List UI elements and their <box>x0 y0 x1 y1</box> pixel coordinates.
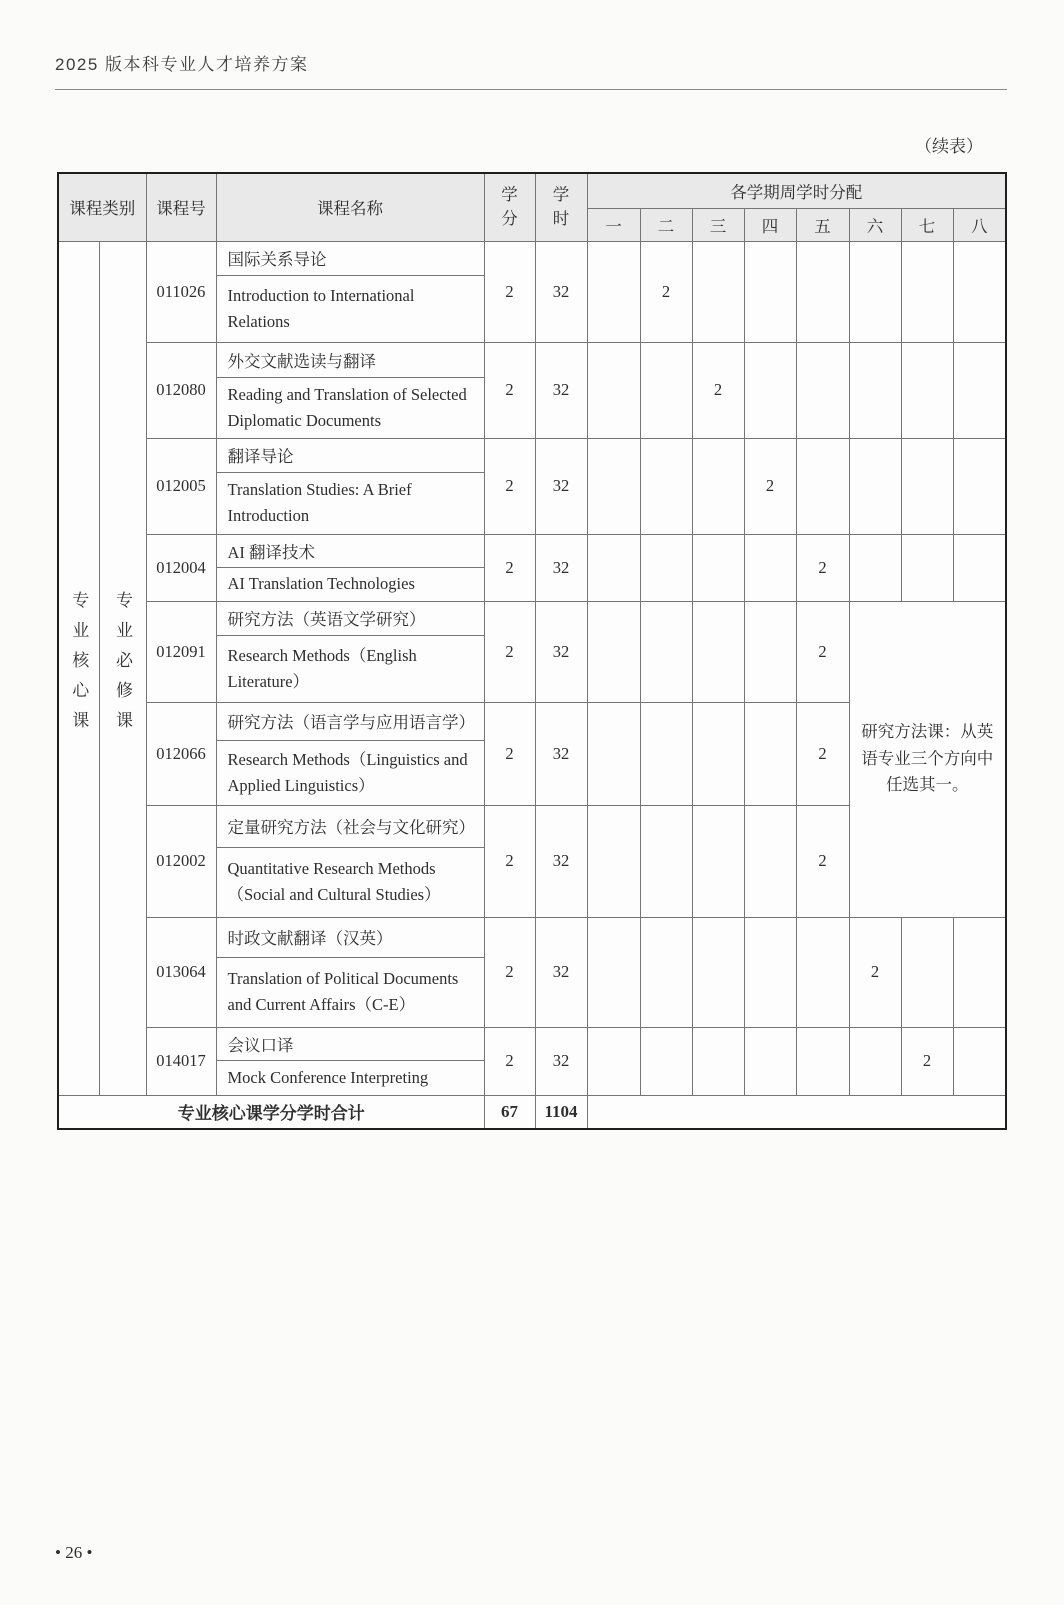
semester-hours-cell <box>744 342 796 438</box>
semester-hours-cell <box>796 241 849 342</box>
semester-hours-cell: 2 <box>901 1027 953 1095</box>
course-name-cn: 研究方法（语言学与应用语言学） <box>216 702 484 740</box>
semester-hours-cell <box>640 805 692 917</box>
semester-hours-cell <box>901 342 953 438</box>
semester-hours-cell <box>796 342 849 438</box>
semester-hours-cell <box>692 241 744 342</box>
col-header-semester-4: 四 <box>744 208 796 241</box>
semester-hours-cell: 2 <box>796 601 849 702</box>
course-name-en: Translation of Political Documents and Current Affairs（C-E） <box>216 957 484 1027</box>
course-name-en: Translation Studies: A Brief Introduction <box>216 472 484 534</box>
semester-hours-cell: 2 <box>796 534 849 601</box>
semester-hours-cell <box>744 601 796 702</box>
semester-hours-cell: 2 <box>692 342 744 438</box>
semester-hours-cell <box>587 342 640 438</box>
semester-hours-cell <box>953 534 1006 601</box>
page-title: 2025 版本科专业人才培养方案 <box>55 55 309 74</box>
course-credits: 2 <box>484 917 535 1027</box>
course-no: 012066 <box>146 702 216 805</box>
course-name-cn: 研究方法（英语文学研究） <box>216 601 484 635</box>
course-hours: 32 <box>535 702 587 805</box>
total-label: 专业核心课学分学时合计 <box>58 1095 484 1129</box>
semester-hours-cell <box>901 241 953 342</box>
col-header-semester-6: 六 <box>849 208 901 241</box>
semester-hours-cell <box>640 917 692 1027</box>
semester-hours-cell: 2 <box>849 917 901 1027</box>
course-name-cn: 翻译导论 <box>216 438 484 472</box>
semester-hours-cell <box>744 917 796 1027</box>
course-name-en: Introduction to International Relations <box>216 275 484 342</box>
course-hours: 32 <box>535 1027 587 1095</box>
semester-hours-cell <box>849 342 901 438</box>
semester-hours-cell <box>587 241 640 342</box>
semester-hours-cell <box>953 438 1006 534</box>
semester-hours-cell <box>692 1027 744 1095</box>
course-name-en: Reading and Translation of Selected Diplomatic Documents <box>216 377 484 438</box>
total-credits: 67 <box>484 1095 535 1129</box>
col-header-semester-group: 各学期周学时分配 <box>587 173 1006 208</box>
col-header-credits: 学 分 <box>484 173 535 241</box>
course-name-en: Research Methods（Linguistics and Applied Linguistics） <box>216 740 484 805</box>
total-hours: 1104 <box>535 1095 587 1129</box>
semester-hours-cell <box>849 438 901 534</box>
col-header-semester-2: 二 <box>640 208 692 241</box>
course-hours: 32 <box>535 534 587 601</box>
semester-hours-cell <box>744 241 796 342</box>
course-credits: 2 <box>484 342 535 438</box>
semester-hours-cell <box>640 342 692 438</box>
col-header-semester-1: 一 <box>587 208 640 241</box>
page-number: • 26 • <box>55 1543 93 1562</box>
course-credits: 2 <box>484 241 535 342</box>
research-methods-note: 研究方法课：从英语专业三个方向中任选其一。 <box>849 601 1006 917</box>
col-header-course-category: 课程类别 <box>58 173 146 241</box>
course-credits: 2 <box>484 702 535 805</box>
col-header-semester-5: 五 <box>796 208 849 241</box>
course-name-cn: 定量研究方法（社会与文化研究） <box>216 805 484 847</box>
semester-hours-cell <box>587 1027 640 1095</box>
curriculum-table <box>57 172 1007 1130</box>
col-header-semester-3: 三 <box>692 208 744 241</box>
course-no: 012091 <box>146 601 216 702</box>
semester-hours-cell: 2 <box>796 702 849 805</box>
semester-hours-cell <box>901 917 953 1027</box>
course-no: 013064 <box>146 917 216 1027</box>
semester-hours-cell <box>692 438 744 534</box>
course-hours: 32 <box>535 241 587 342</box>
semester-hours-cell <box>953 241 1006 342</box>
semester-hours-cell <box>587 438 640 534</box>
col-header-hours: 学 时 <box>535 173 587 241</box>
semester-hours-cell <box>587 534 640 601</box>
semester-hours-cell <box>796 1027 849 1095</box>
course-credits: 2 <box>484 601 535 702</box>
semester-hours-cell <box>692 534 744 601</box>
semester-hours-cell <box>587 917 640 1027</box>
semester-hours-cell <box>587 805 640 917</box>
semester-hours-cell <box>587 702 640 805</box>
course-name-en: Research Methods（English Literature） <box>216 635 484 702</box>
semester-hours-cell <box>901 438 953 534</box>
total-semester-empty <box>587 1095 1006 1129</box>
semester-hours-cell <box>744 805 796 917</box>
semester-hours-cell <box>953 917 1006 1027</box>
course-name-en: AI Translation Technologies <box>216 567 484 601</box>
semester-hours-cell <box>640 702 692 805</box>
col-header-course-no: 课程号 <box>146 173 216 241</box>
col-header-course-name: 课程名称 <box>216 173 484 241</box>
semester-hours-cell <box>587 601 640 702</box>
col-header-semester-7: 七 <box>901 208 953 241</box>
semester-hours-cell <box>640 438 692 534</box>
course-name-cn: 外交文献选读与翻译 <box>216 342 484 377</box>
semester-hours-cell <box>744 702 796 805</box>
course-credits: 2 <box>484 1027 535 1095</box>
semester-hours-cell: 2 <box>640 241 692 342</box>
semester-hours-cell: 2 <box>744 438 796 534</box>
course-name-cn: AI 翻译技术 <box>216 534 484 567</box>
category-required-course <box>99 241 146 1095</box>
semester-hours-cell <box>953 1027 1006 1095</box>
semester-hours-cell <box>692 805 744 917</box>
course-no: 011026 <box>146 241 216 342</box>
semester-hours-cell <box>640 601 692 702</box>
semester-hours-cell <box>849 1027 901 1095</box>
continued-note: （续表） <box>915 137 983 156</box>
semester-hours-cell <box>744 1027 796 1095</box>
course-hours: 32 <box>535 805 587 917</box>
header-rule <box>55 89 1007 90</box>
category-required-course-label: 专业必修课 <box>113 590 132 741</box>
course-name-cn: 国际关系导论 <box>216 241 484 275</box>
semester-hours-cell <box>901 534 953 601</box>
semester-hours-cell <box>796 917 849 1027</box>
course-credits: 2 <box>484 438 535 534</box>
semester-hours-cell <box>796 438 849 534</box>
category-core-course <box>58 241 99 1095</box>
course-no: 012005 <box>146 438 216 534</box>
semester-hours-cell <box>640 534 692 601</box>
course-no: 012080 <box>146 342 216 438</box>
course-hours: 32 <box>535 601 587 702</box>
course-name-en: Mock Conference Interpreting <box>216 1060 484 1095</box>
semester-hours-cell <box>692 601 744 702</box>
col-header-semester-8: 八 <box>953 208 1006 241</box>
semester-hours-cell <box>953 342 1006 438</box>
course-name-en: Quantitative Research Methods（Social and Cultural Studies） <box>216 847 484 917</box>
semester-hours-cell <box>692 917 744 1027</box>
course-name-cn: 时政文献翻译（汉英） <box>216 917 484 957</box>
course-name-cn: 会议口译 <box>216 1027 484 1060</box>
category-core-course-label: 专业核心课 <box>69 590 89 741</box>
course-no: 012002 <box>146 805 216 917</box>
semester-hours-cell <box>849 534 901 601</box>
semester-hours-cell <box>744 534 796 601</box>
course-credits: 2 <box>484 534 535 601</box>
course-hours: 32 <box>535 342 587 438</box>
course-hours: 32 <box>535 438 587 534</box>
semester-hours-cell <box>640 1027 692 1095</box>
semester-hours-cell <box>692 702 744 805</box>
course-credits: 2 <box>484 805 535 917</box>
semester-hours-cell: 2 <box>796 805 849 917</box>
course-no: 012004 <box>146 534 216 601</box>
semester-hours-cell <box>849 241 901 342</box>
course-no: 014017 <box>146 1027 216 1095</box>
course-hours: 32 <box>535 917 587 1027</box>
